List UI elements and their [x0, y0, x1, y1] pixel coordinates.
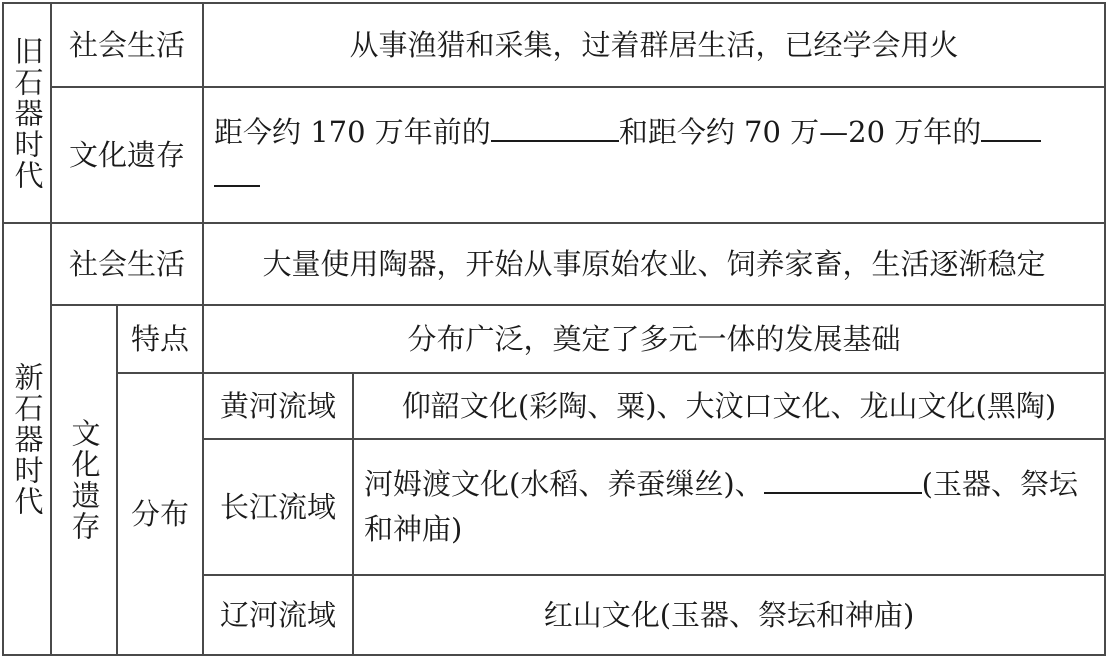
- paleolithic-culture-label: 文化遗存: [51, 87, 203, 223]
- paleolithic-culture-row: [3, 87, 1105, 223]
- paleolithic-culture-cell: [203, 87, 1105, 223]
- neolithic-feature-row: [3, 305, 1105, 373]
- history-summary-table: [2, 2, 1106, 656]
- paleolithic-era-label: 旧石器时代: [3, 3, 51, 223]
- paleolithic-social-label: 社会生活: [51, 3, 203, 87]
- yangtze-text-2: (玉器、祭坛和神庙): [364, 467, 1078, 546]
- neolithic-era-label: 新石器时代: [3, 223, 51, 655]
- fill-blank-2b[interactable]: [214, 156, 260, 187]
- fill-blank-2a[interactable]: [981, 111, 1041, 142]
- neolithic-social-text: 大量使用陶器，开始从事原始农业、饲养家畜，生活逐渐稳定: [203, 223, 1105, 305]
- feature-label: 特点: [117, 305, 203, 373]
- yellow-river-label: 黄河流域: [203, 373, 353, 439]
- yellow-river-row: [3, 373, 1105, 439]
- paleolithic-social-row: [3, 3, 1105, 87]
- yellow-river-text: 仰韶文化(彩陶、粟)、大汶口文化、龙山文化(黑陶): [353, 373, 1105, 439]
- paleolithic-social-text: 从事渔猎和采集，过着群居生活，已经学会用火: [203, 3, 1105, 87]
- yangtze-cell: [353, 439, 1105, 575]
- liao-river-label: 辽河流域: [203, 575, 353, 655]
- fill-blank-1[interactable]: [491, 111, 619, 142]
- neolithic-social-label: 社会生活: [51, 223, 203, 305]
- distribution-label: 分布: [117, 373, 203, 655]
- paleolithic-culture-text-1: 距今约 170 万年前的: [214, 115, 491, 150]
- yangtze-label: 长江流域: [203, 439, 353, 575]
- paleolithic-culture-text-2: 和距今约 70 万—20 万年的: [618, 115, 982, 150]
- yangtze-text-1: 河姆渡文化(水稻、养蚕缫丝)、: [364, 467, 764, 502]
- liao-river-text: 红山文化(玉器、祭坛和神庙): [353, 575, 1105, 655]
- fill-blank-3[interactable]: [764, 463, 922, 494]
- neolithic-social-row: [3, 223, 1105, 305]
- neolithic-culture-label: 文化遗存: [51, 305, 117, 655]
- feature-text: 分布广泛，奠定了多元一体的发展基础: [203, 305, 1105, 373]
